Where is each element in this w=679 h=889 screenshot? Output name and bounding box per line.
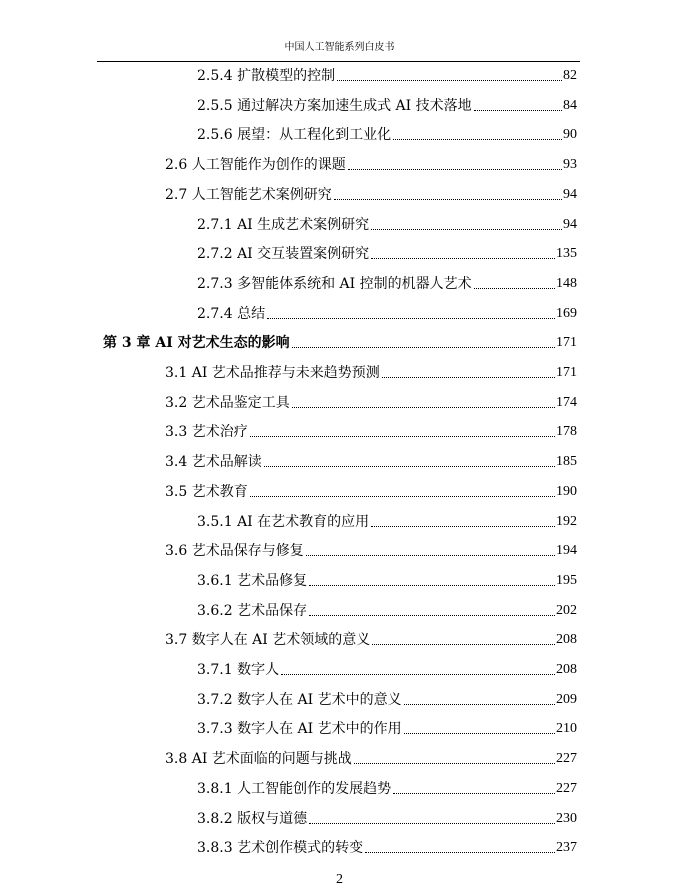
toc-entry-page: 93 — [563, 157, 577, 173]
toc-entry — [165, 538, 577, 560]
toc-dot-leader — [250, 436, 555, 437]
toc-dot-leader — [306, 555, 555, 556]
toc-entry-page: 202 — [556, 602, 577, 618]
toc-entry — [197, 835, 577, 857]
toc-entry — [197, 776, 577, 798]
toc-entry-label: 2.5.6 展望：从工程化到工业化 — [197, 127, 392, 144]
toc-entry-label: 3.7.1 数字人 — [197, 662, 280, 678]
toc-entry — [197, 212, 577, 234]
toc-entry-page: 148 — [556, 275, 577, 291]
toc-dot-leader — [474, 288, 555, 289]
toc-entry-label: 3.8 AI 艺术面临的问题与挑战 — [165, 751, 352, 768]
toc-entry-label: 3.8.2 版权与道德 — [197, 810, 308, 827]
toc-entry-label: 3.1 AI 艺术品推荐与未来趋势预测 — [165, 365, 380, 381]
toc-entry-page: 82 — [563, 68, 577, 83]
toc-entry-label: 3.6.1 艺术品修复 — [197, 572, 308, 589]
toc-dot-leader — [474, 110, 562, 111]
toc-dot-leader — [371, 229, 562, 230]
toc-entry-label: 3.7 数字人在 AI 艺术领域的意义 — [165, 632, 371, 649]
toc-entry-page: 169 — [556, 305, 577, 321]
page-header-title: 中国人工智能系列白皮书 — [284, 42, 395, 53]
toc-entry — [165, 479, 577, 501]
toc-entry-label: 3.8.3 艺术创作模式的转变 — [197, 840, 364, 857]
toc-entry-label: 2.7.4 总结 — [197, 305, 266, 322]
toc-entry — [197, 301, 577, 323]
toc-entry-page: 194 — [556, 543, 577, 559]
toc-entry-label: 2.5.5 通过解决方案加速生成式 AI 技术落地 — [197, 97, 472, 114]
toc-entry-page: 192 — [556, 513, 577, 529]
toc-entry-label: 第 3 章 AI 对艺术生态的影响 — [103, 335, 290, 352]
toc-dot-leader — [404, 733, 555, 734]
toc-entry-label: 2.7.1 AI 生成艺术案例研究 — [197, 216, 370, 233]
toc-entry-page: 208 — [556, 662, 577, 677]
toc-entry-page: 171 — [556, 335, 577, 351]
toc-entry-page: 135 — [556, 246, 577, 262]
toc-entry-label: 3.6 艺术品保存与修复 — [165, 543, 304, 560]
toc-entry-label: 2.5.4 扩散模型的控制 — [197, 68, 336, 84]
toc-entry-label: 3.5.1 AI 在艺术教育的应用 — [197, 513, 370, 530]
toc-entry-page: 209 — [556, 691, 577, 707]
toc-chapter-entry — [103, 330, 577, 352]
toc-dot-leader — [404, 704, 555, 705]
toc-dot-leader — [281, 674, 555, 675]
toc-entry-page: 174 — [556, 394, 577, 410]
toc-entry-label: 2.6 人工智能作为创作的课题 — [165, 157, 346, 174]
toc-entry — [197, 93, 577, 115]
toc-entry-page: 227 — [556, 780, 577, 796]
toc-dot-leader — [267, 318, 555, 319]
toc-entry-page: 208 — [556, 632, 577, 648]
toc-entry — [197, 687, 577, 709]
toc-entry-label: 3.3 艺术治疗 — [165, 424, 248, 441]
toc-dot-leader — [354, 763, 555, 764]
toc-entry-page: 190 — [556, 483, 577, 499]
toc-entry — [165, 627, 577, 649]
toc-entry — [165, 182, 577, 204]
toc-dot-leader — [348, 169, 562, 170]
toc-entry — [165, 390, 577, 412]
toc-entry-label: 3.7.2 数字人在 AI 艺术中的意义 — [197, 691, 402, 708]
toc-dot-leader — [372, 644, 555, 645]
toc-entry-label: 2.7.2 AI 交互装置案例研究 — [197, 246, 370, 263]
toc-entry-page: 210 — [556, 721, 577, 737]
toc-entry-label: 3.8.1 人工智能创作的发展趋势 — [197, 780, 392, 797]
toc-entry-page: 84 — [563, 97, 577, 113]
toc-dot-leader — [393, 139, 562, 140]
toc-dot-leader — [393, 793, 555, 794]
toc-entry-page: 94 — [563, 186, 577, 202]
toc-dot-leader — [382, 377, 555, 378]
toc-entry — [197, 509, 577, 531]
toc-entry — [197, 122, 577, 144]
toc-dot-leader — [371, 258, 555, 259]
toc-entry-label: 3.2 艺术品鉴定工具 — [165, 394, 290, 411]
toc-entry — [165, 152, 577, 174]
toc-entry — [197, 806, 577, 828]
toc-entry — [165, 449, 577, 471]
toc-dot-leader — [334, 199, 562, 200]
toc-entry-label: 2.7 人工智能艺术案例研究 — [165, 186, 332, 203]
toc-entry — [165, 419, 577, 441]
toc-entry-label: 2.7.3 多智能体系统和 AI 控制的机器人艺术 — [197, 275, 472, 292]
toc-entry-page: 230 — [556, 810, 577, 826]
toc-entry-page: 237 — [556, 840, 577, 856]
toc-entry-page: 90 — [563, 127, 577, 143]
toc-entry — [165, 360, 577, 382]
toc-entry — [197, 568, 577, 590]
toc-dot-leader — [250, 496, 555, 497]
toc-dot-leader — [365, 852, 555, 853]
toc-entry — [197, 271, 577, 293]
toc-entry-page: 195 — [556, 572, 577, 588]
toc-entry-page: 227 — [556, 751, 577, 767]
toc-entry-page: 94 — [563, 216, 577, 232]
toc-entry-label: 3.5 艺术教育 — [165, 483, 248, 500]
page-number: 2 — [336, 872, 343, 887]
toc-dot-leader — [371, 526, 555, 527]
toc-entry — [197, 716, 577, 738]
toc-entry-page: 178 — [556, 424, 577, 440]
toc-entry-label: 3.7.3 数字人在 AI 艺术中的作用 — [197, 721, 402, 738]
toc-entry-page: 171 — [556, 365, 577, 380]
toc-dot-leader — [292, 347, 555, 348]
toc-entry — [197, 63, 577, 85]
toc-dot-leader — [309, 615, 555, 616]
toc-entry — [165, 746, 577, 768]
toc-entry — [197, 657, 577, 679]
toc-entry-label: 3.6.2 艺术品保存 — [197, 602, 308, 619]
toc-dot-leader — [337, 80, 562, 81]
toc-dot-leader — [264, 466, 555, 467]
toc-entry — [197, 598, 577, 620]
toc-entry — [197, 241, 577, 263]
toc-dot-leader — [292, 407, 555, 408]
toc-entry-page: 185 — [556, 454, 577, 470]
toc-dot-leader — [309, 585, 555, 586]
toc-dot-leader — [309, 823, 555, 824]
toc-entry-label: 3.4 艺术品解读 — [165, 454, 262, 471]
